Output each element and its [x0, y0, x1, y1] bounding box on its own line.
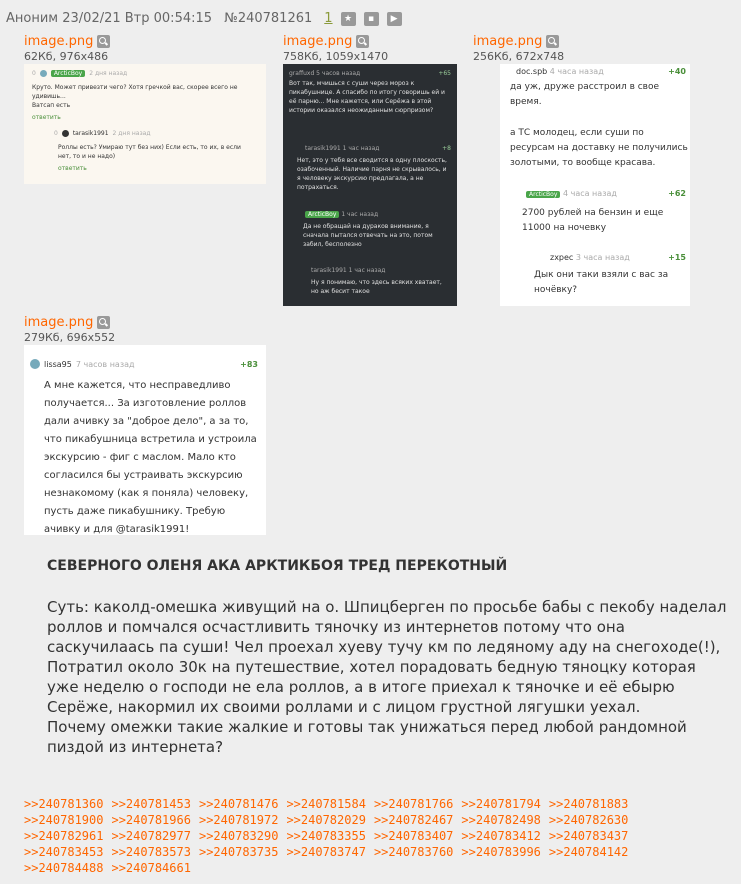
image-thumbnail[interactable] [24, 345, 266, 535]
file-name-link[interactable]: image.png [24, 34, 94, 49]
reply-link[interactable]: >>240781966 [111, 813, 191, 827]
search-icon[interactable] [356, 35, 369, 48]
file-name-link[interactable]: image.png [24, 315, 94, 330]
comment-user: lissa95 [44, 359, 72, 369]
comment-user: ArcticBoy [526, 191, 560, 198]
reply-link[interactable]: >>240782961 [24, 829, 104, 843]
post-body-paragraph: Суть: каколд-омешка живущий на о. Шпицберген по просьбе бабы с пекобу наделал роллов и помчался осчастливить тяночку из интернетов потому что она саскучилаась па суши! Чел проехал хуеву тучу км по ледяному аду на снегоходе(!), Потратил около 30к на путешествие, хотел порадовать бедную тяноцку которая уже неделю о господи не ела роллов, а в итоге приехал к тяночке и её ебырю Серёже, накормил их своими роллами и с лицом грустной лягушки уехал. [47, 598, 727, 716]
file-item [24, 315, 115, 344]
comment-user: doc.spb [516, 67, 548, 76]
replies-list [24, 796, 724, 876]
reply-link[interactable]: >>240783573 [111, 845, 191, 859]
reply-link[interactable]: >>240783996 [461, 845, 541, 859]
search-icon[interactable] [97, 316, 110, 329]
comment-user: tarasik1991 [72, 130, 109, 137]
comment-line: удивишь... [32, 93, 66, 100]
post-body [47, 597, 727, 757]
comment-text: Дык они таки взяли с вас за ночёвку? [534, 270, 669, 295]
reply-link[interactable]: >>240781584 [286, 797, 366, 811]
reply-link[interactable]: >>240781476 [198, 797, 279, 811]
post-body-paragraph: Почему омежки такие жалкие и готовы так унижаться перед любой рандомной пиздой из интернета? [47, 718, 687, 756]
file-name-link[interactable]: image.png [473, 34, 543, 49]
reply-link[interactable]: >>240784661 [111, 861, 191, 875]
reply-link[interactable]: >>240781900 [24, 813, 104, 827]
reply-link[interactable]: >>240781883 [548, 797, 629, 811]
comment-line: нет, то и не надо) [58, 153, 116, 160]
post-datetime: 23/02/21 Втр 00:54:15 [62, 11, 213, 26]
reply-link[interactable]: >>240783437 [548, 829, 629, 843]
comment-user: graffuxd [289, 70, 315, 77]
comment-text: 2700 рублей на бензин и еще 11000 на ночевку [522, 208, 664, 233]
avatar [30, 359, 40, 369]
reply-link[interactable]: >>240783290 [198, 829, 279, 843]
reply-link: ответить [32, 114, 61, 121]
comment-text: Ну я понимаю, что здесь всяких хватает, но аж бесит такое [311, 279, 442, 295]
file-item [24, 34, 110, 63]
reply-link[interactable]: >>240782467 [373, 813, 454, 827]
comment-time: 1 час назад [342, 145, 380, 152]
reply-link[interactable]: >>240781766 [373, 797, 454, 811]
image-thumbnail[interactable] [500, 64, 690, 306]
post-header [6, 11, 402, 26]
comment-line: Ватсап есть [32, 102, 71, 109]
hide-icon[interactable]: ▪ [364, 12, 379, 26]
post-number[interactable]: №240781261 [224, 11, 313, 26]
reply-link[interactable]: >>240781794 [461, 797, 541, 811]
comment-score: +15 [668, 253, 686, 262]
comment-user: zxpec [550, 253, 574, 262]
file-meta: 62Кб, 976x486 [24, 50, 109, 63]
reply-link[interactable]: >>240782029 [286, 813, 366, 827]
reply-link[interactable]: >>240783453 [24, 845, 104, 859]
comment-time: 4 часа назад [562, 189, 617, 198]
search-icon[interactable] [546, 35, 559, 48]
comment-score: +62 [668, 189, 686, 198]
comment-text: Вот так, мчишься с суши через мороз к пикабушнице. А спасибо по итогу говоришь ей и её парню... Мне кажется, или Серёжа в этой истории оказался неожиданным сюрпризом? [289, 80, 445, 114]
reply-link[interactable]: >>240782498 [461, 813, 541, 827]
reply-link[interactable]: >>240783407 [373, 829, 454, 843]
comment-score: +83 [240, 359, 258, 369]
username-tag: ArcticBoy [51, 70, 85, 77]
comment-score: +8 [442, 145, 451, 152]
author-name: Аноним [6, 11, 59, 26]
reply-link[interactable]: >>240783412 [461, 829, 541, 843]
reply-link[interactable]: >>240781972 [198, 813, 279, 827]
comment-line: Роллы есть? Умираю тут без них) Если есть, то их, в если [58, 144, 241, 151]
comment-time: 5 часов назад [316, 70, 361, 77]
search-icon[interactable] [97, 35, 110, 48]
comment-text: да уж, друже расстроил в свое время. [510, 82, 660, 107]
comment-score: +40 [668, 67, 686, 76]
image-thumbnail[interactable] [283, 64, 457, 306]
comment-time: 2 дня назад [112, 130, 151, 137]
file-meta: 256Кб, 672x748 [473, 50, 565, 63]
file-item [473, 34, 564, 63]
reply-link[interactable]: >>240783735 [198, 845, 279, 859]
comment-user: tarasik1991 [311, 267, 347, 274]
reply-count[interactable]: 1 [324, 11, 333, 26]
comment-time: 7 часов назад [75, 359, 135, 369]
comment-text: А мне кажется, что несправедливо получается... За изготовление роллов дали ачивку за "доброе дело", а за то, что пикабушница встретила и устроила экскурсию - фиг с маслом. Мало кто согласился бы устраивать экскурсию незнакомому (как я поняла) человеку, пусть даже пикабушнику. Требую ачивку и для @tarasik1991! [44, 380, 257, 535]
reply-link[interactable]: >>240781453 [111, 797, 191, 811]
file-name-link[interactable]: image.png [283, 34, 353, 49]
image-thumbnail[interactable]: 0 ArcticBoy 2 дня назад Круто. Может привезти чего? Хотя гречкой вас, скорее всего не удивишь... Ватсап есть ответить 0 tarasik1991 2 дня назад Роллы есть? Умираю тут без них) Если есть, то их, в если нет, то и не надо) ответить [24, 64, 266, 184]
reply-link[interactable]: >>240784488 [24, 861, 104, 875]
comment-time: 2 дня назад [89, 70, 128, 77]
file-meta: 758Кб, 1059x1470 [283, 50, 389, 63]
reply-link[interactable]: >>240784142 [548, 845, 629, 859]
comment-text: Да не обращай на дураков внимание, я сначала пытался отвечать на это, потом забил, бесполезно [303, 223, 433, 248]
comment-time: 3 часа назад [575, 253, 630, 262]
reply-link[interactable]: >>240783747 [286, 845, 366, 859]
comment-user: tarasik1991 [305, 145, 341, 152]
star-icon[interactable]: ★ [341, 12, 356, 26]
comment-line: Круто. Может привезти чего? Хотя гречкой вас, скорее всего не [32, 84, 238, 91]
play-icon[interactable]: ▶ [387, 12, 402, 26]
comment-user: ArcticBoy [305, 211, 339, 218]
post-title: СЕВЕРНОГО ОЛЕНЯ АКА АРКТИКБОЯ ТРЕД ПЕРЕКОТНЫЙ [47, 558, 508, 574]
comment-time: 1 час назад [341, 211, 379, 218]
comment-text: Нет, это у тебя все сводится в одну плоскость, озабоченный. Наличие парня не скрывалось, и я человеку экскурсию предлагала, а не потрахаться. [297, 157, 447, 191]
comment-text: а ТС молодец, если суши по ресурсам на доставку не получились золотыми, то вообще красава. [510, 128, 688, 168]
reply-link[interactable]: >>240782630 [548, 813, 629, 827]
reply-link[interactable]: >>240781360 [24, 797, 104, 811]
comment-score: +65 [438, 70, 451, 77]
comment-time: 4 часа назад [549, 67, 604, 76]
reply-link[interactable]: >>240782977 [111, 829, 191, 843]
comment-time: 1 час назад [348, 267, 386, 274]
file-item [283, 34, 388, 63]
reply-link[interactable]: >>240783355 [286, 829, 366, 843]
file-meta: 279Кб, 696x552 [24, 331, 116, 344]
reply-link[interactable]: >>240783760 [373, 845, 454, 859]
reply-link: ответить [58, 165, 87, 172]
